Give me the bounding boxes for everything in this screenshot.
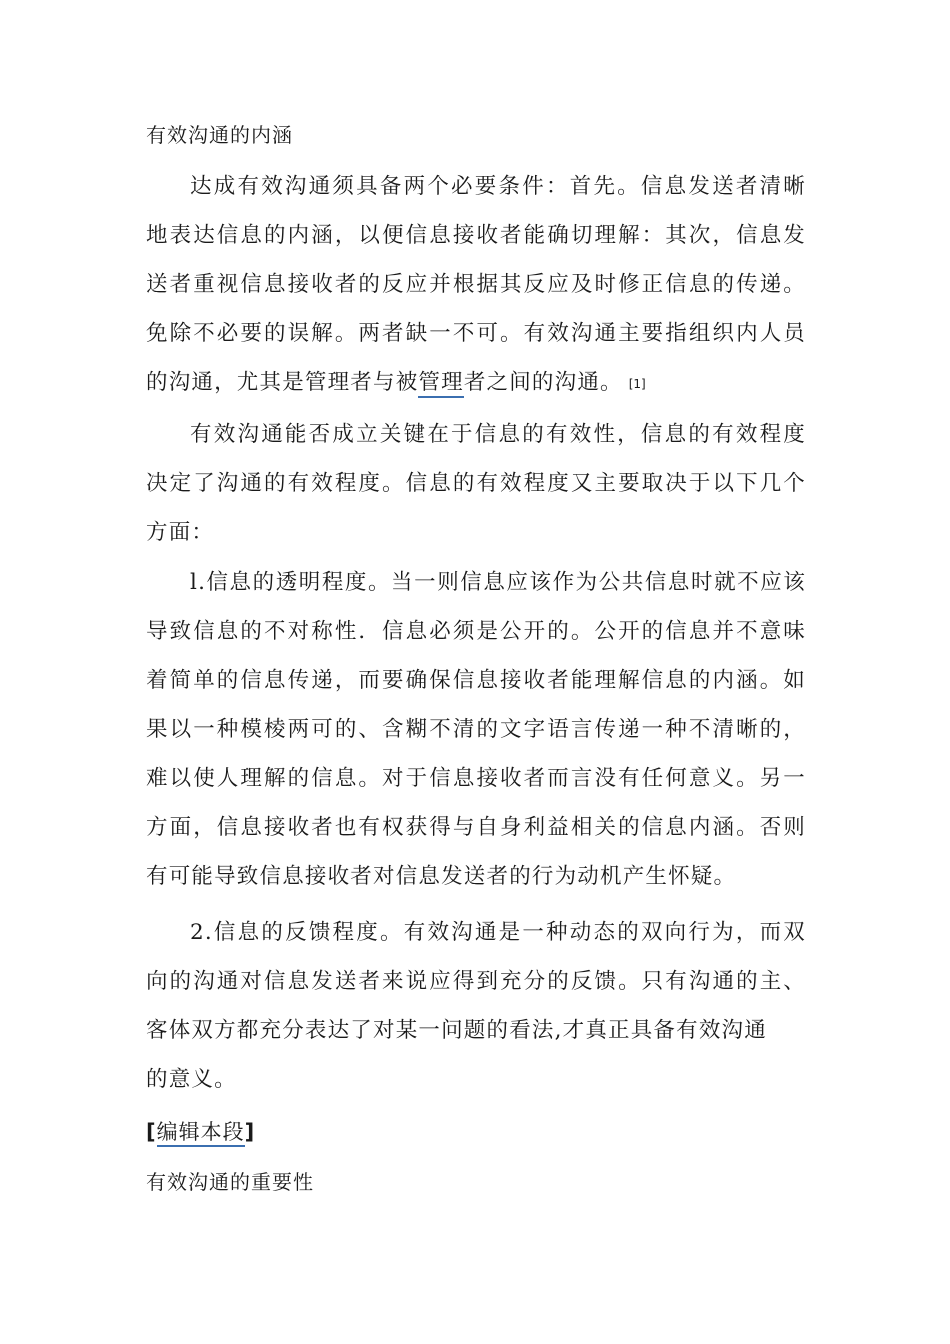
edit-section-link[interactable]: [146, 1117, 255, 1147]
text-line: 达成有效沟通须具备两个必要条件：首先。信息发送者清晰: [190, 174, 806, 199]
bracket-close: ]: [244, 1120, 256, 1144]
text-segment: 的沟通，尤其是管理者与被: [146, 370, 419, 395]
text-line: 的意义。: [146, 1067, 237, 1092]
text-line: 向的沟通对信息发送者来说应得到充分的反馈。只有沟通的主、: [146, 969, 806, 994]
text-line: 果以一种模棱两可的、含糊不清的文字语言传递一种不清晰的，: [146, 717, 806, 742]
text-line: 导致信息的不对称性．信息必须是公开的。公开的信息并不意味: [146, 619, 806, 644]
text-line: 难以使人理解的信息。对于信息接收者而言没有任何意义。另一: [146, 766, 806, 791]
text-line: 客体双方都充分表达了对某一问题的看法,才真正具备有效沟通: [146, 1018, 767, 1043]
text-line: 方面：: [146, 520, 215, 545]
text-line: 着简单的信息传递，而要确保信息接收者能理解信息的内涵。如: [146, 668, 806, 693]
paragraph-transparency: [146, 558, 806, 901]
text-line: 方面，信息接收者也有权获得与自身利益相关的信息内涵。否则: [146, 815, 806, 840]
text-line: 地表达信息的内涵，以便信息接收者能确切理解：其次，信息发: [146, 223, 806, 248]
text-segment: 者之间的沟通。: [463, 370, 623, 395]
paragraph-effectiveness: [146, 410, 806, 557]
text-line: 送者重视信息接收者的反应并根据其反应及时修正信息的传递。: [146, 272, 806, 297]
text-line: 决定了沟通的有效程度。信息的有效程度又主要取决于以下几个: [146, 471, 806, 496]
edit-section-label[interactable]: 编辑本段: [157, 1120, 245, 1147]
paragraph-feedback: [146, 908, 806, 1104]
citation-link[interactable]: [1]: [628, 377, 646, 391]
section-heading-definition: 有效沟通的内涵: [146, 123, 293, 147]
management-link[interactable]: 管理: [418, 370, 463, 398]
text-line: 有可能导致信息接收者对信息发送者的行为动机产生怀疑。: [146, 864, 737, 889]
section-heading-importance: 有效沟通的重要性: [146, 1170, 314, 1194]
text-line: 2.信息的反馈程度。有效沟通是一种动态的双向行为，而双: [190, 920, 806, 945]
text-line: 有效沟通能否成立关键在于信息的有效性，信息的有效程度: [190, 422, 806, 447]
paragraph-conditions: [146, 162, 806, 407]
text-line: 免除不必要的误解。两者缺一不可。有效沟通主要指组织内人员: [146, 321, 806, 346]
text-line: [146, 358, 806, 407]
bracket-open: [: [146, 1120, 157, 1144]
text-line: l.信息的透明程度。当一则信息应该作为公共信息时就不应该: [190, 570, 806, 595]
